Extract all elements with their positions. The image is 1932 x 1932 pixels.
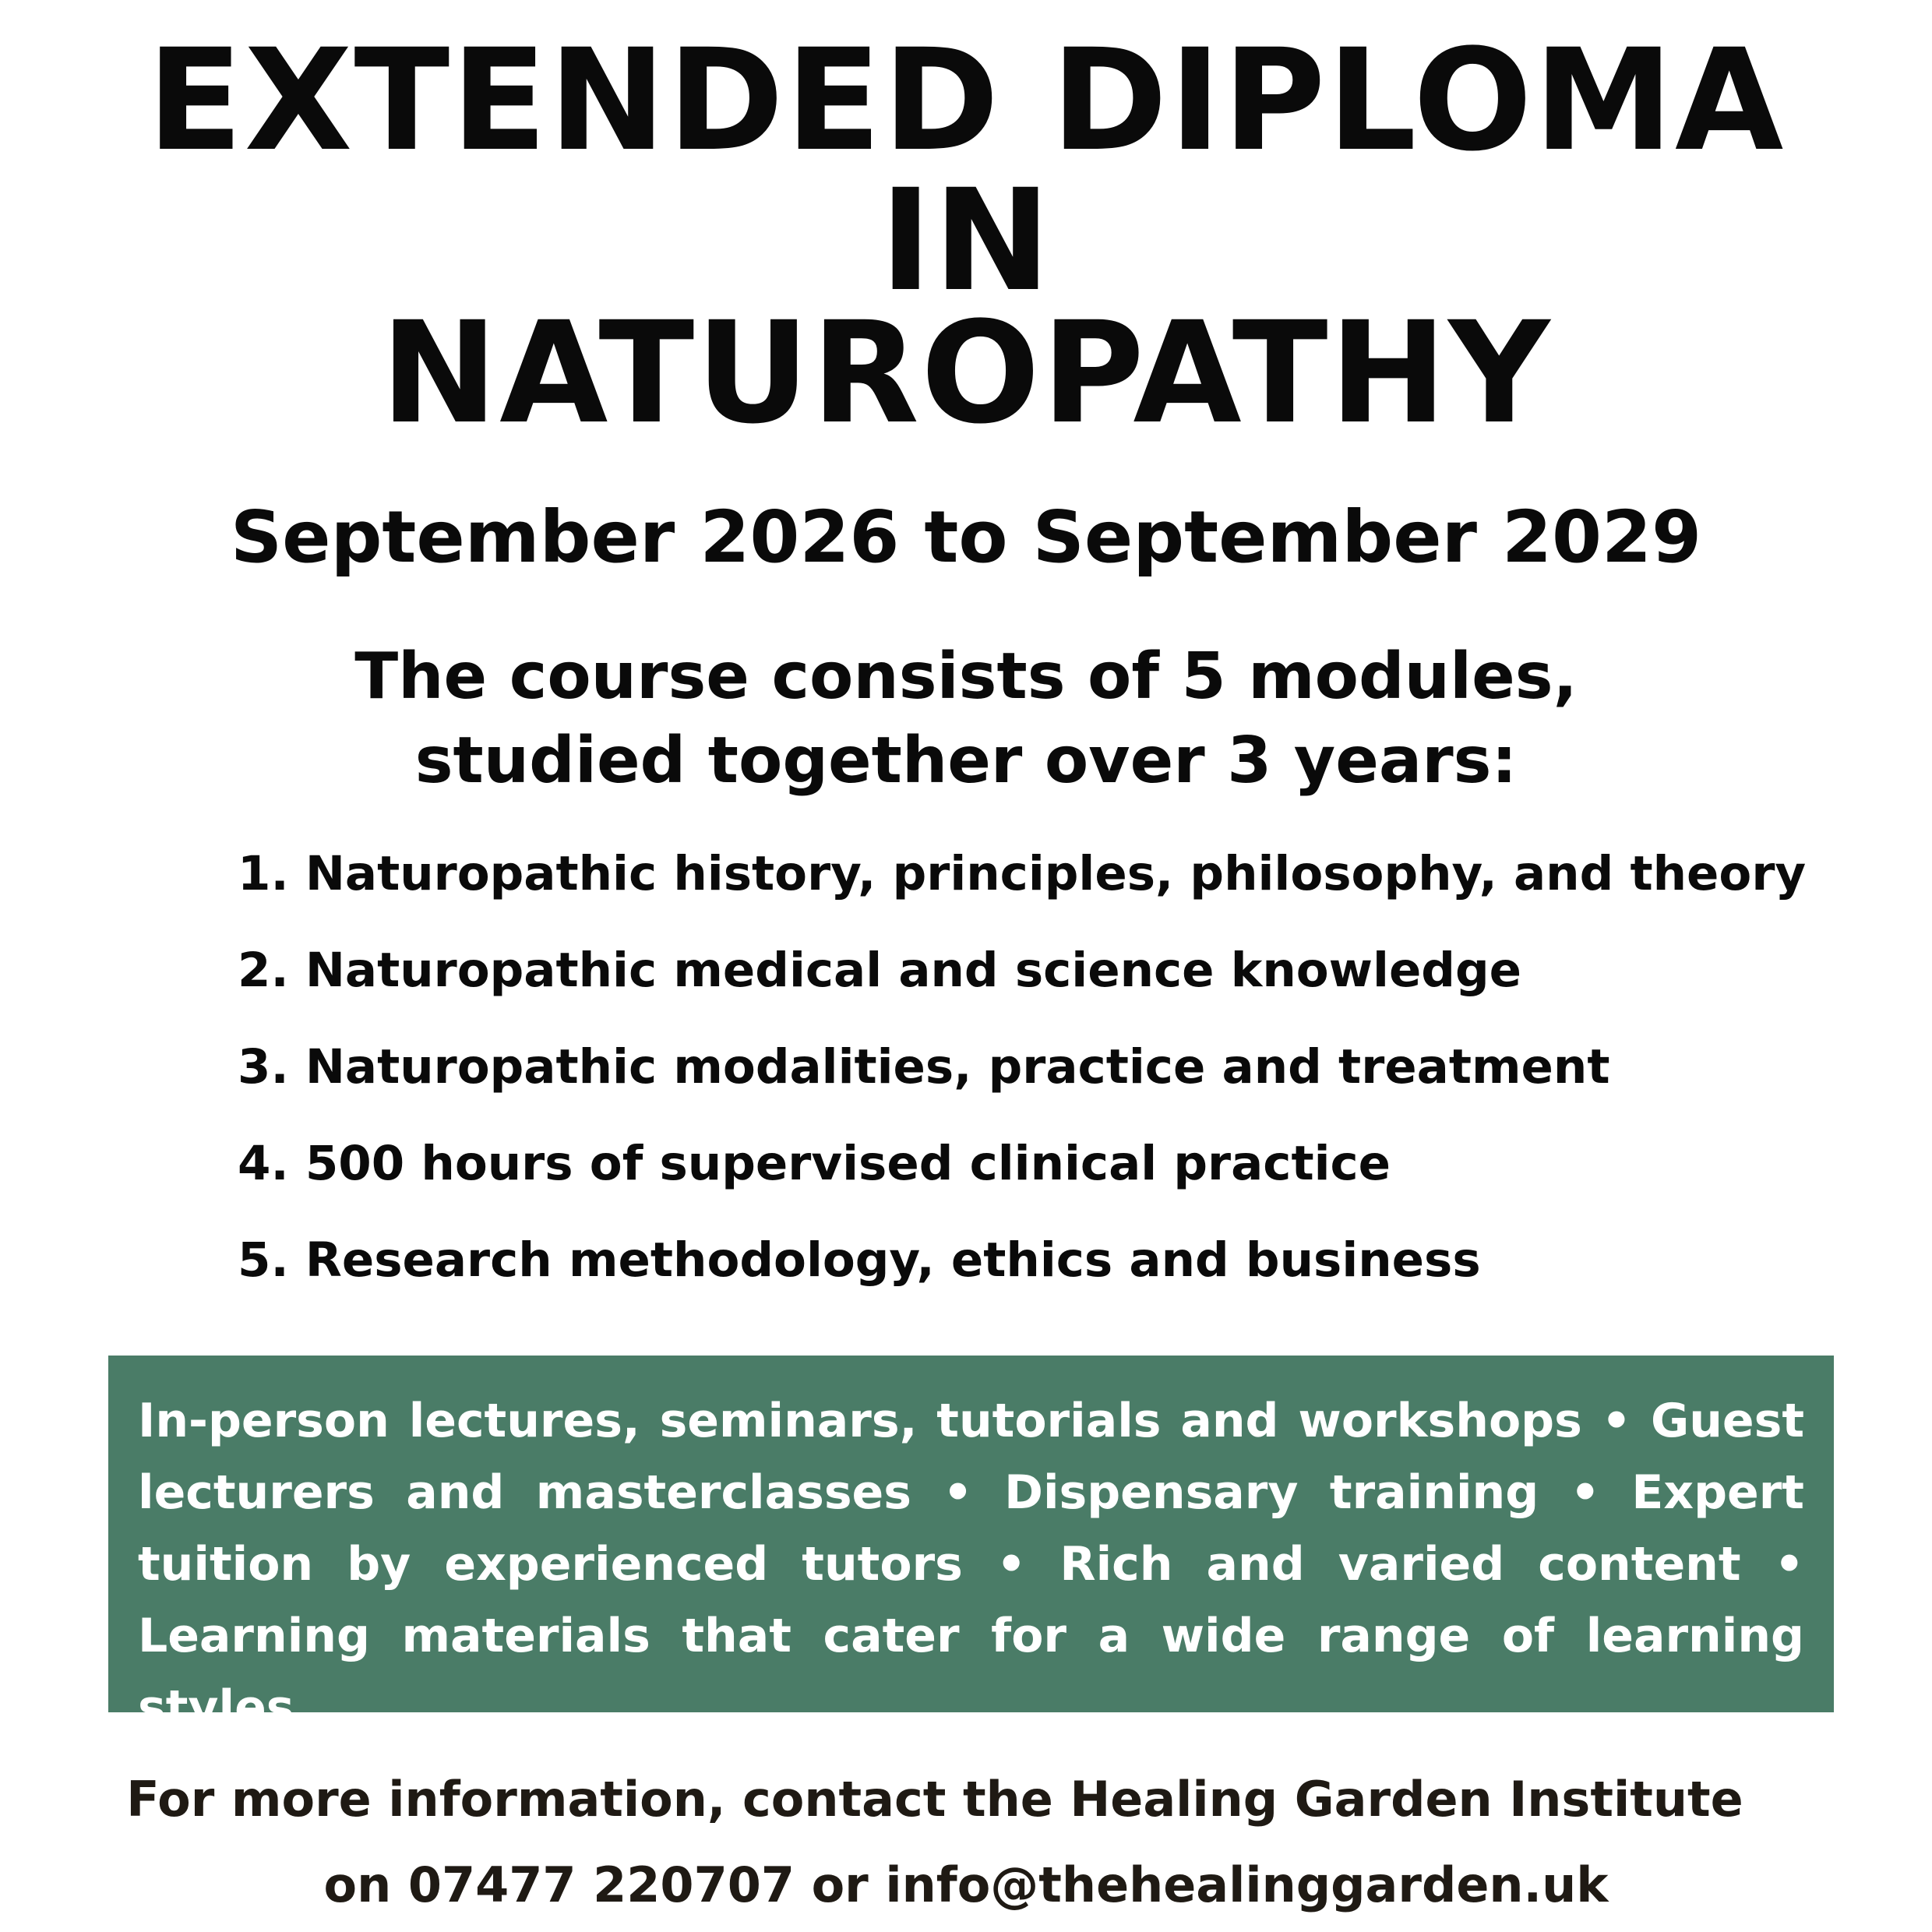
module-item: 4. 500 hours of supervised clinical practice (238, 1136, 1391, 1191)
module-item: 3. Naturopathic modalities, practice and treatment (238, 1039, 1610, 1095)
features-text: In-person lectures, seminars, tutorials and workshops • Guest lecturers and masterclasses • Dispensary training • Expert tuition by experienced tutors • Rich and varied content • Learning materials that cater for a wide range of learning styles (138, 1394, 1804, 1735)
course-intro-line-2: studied together over 3 years: (414, 724, 1518, 798)
contact-line-2: on 07477 220707 or info@thehealinggarden.uk (323, 1856, 1609, 1913)
module-item: 1. Naturopathic history, principles, philosophy, and theory (238, 846, 1807, 901)
course-intro (0, 635, 1932, 803)
module-item: 2. Naturopathic medical and science knowledge (238, 943, 1522, 998)
title-line-3: NATUROPATHY (380, 292, 1552, 455)
course-dates: September 2026 to September 2029 (230, 495, 1702, 579)
module-item: 5. Research methodology, ethics and business (238, 1232, 1481, 1288)
contact-line-1: For more information, contact the Healing Garden Institute (126, 1771, 1743, 1828)
course-intro-line-1: The course consists of 5 modules, (354, 640, 1578, 714)
title-line-1: EXTENDED DIPLOMA (146, 19, 1786, 182)
title-line-2: IN (880, 160, 1052, 323)
features-box (108, 1356, 1834, 1735)
module-list (238, 826, 1835, 1309)
